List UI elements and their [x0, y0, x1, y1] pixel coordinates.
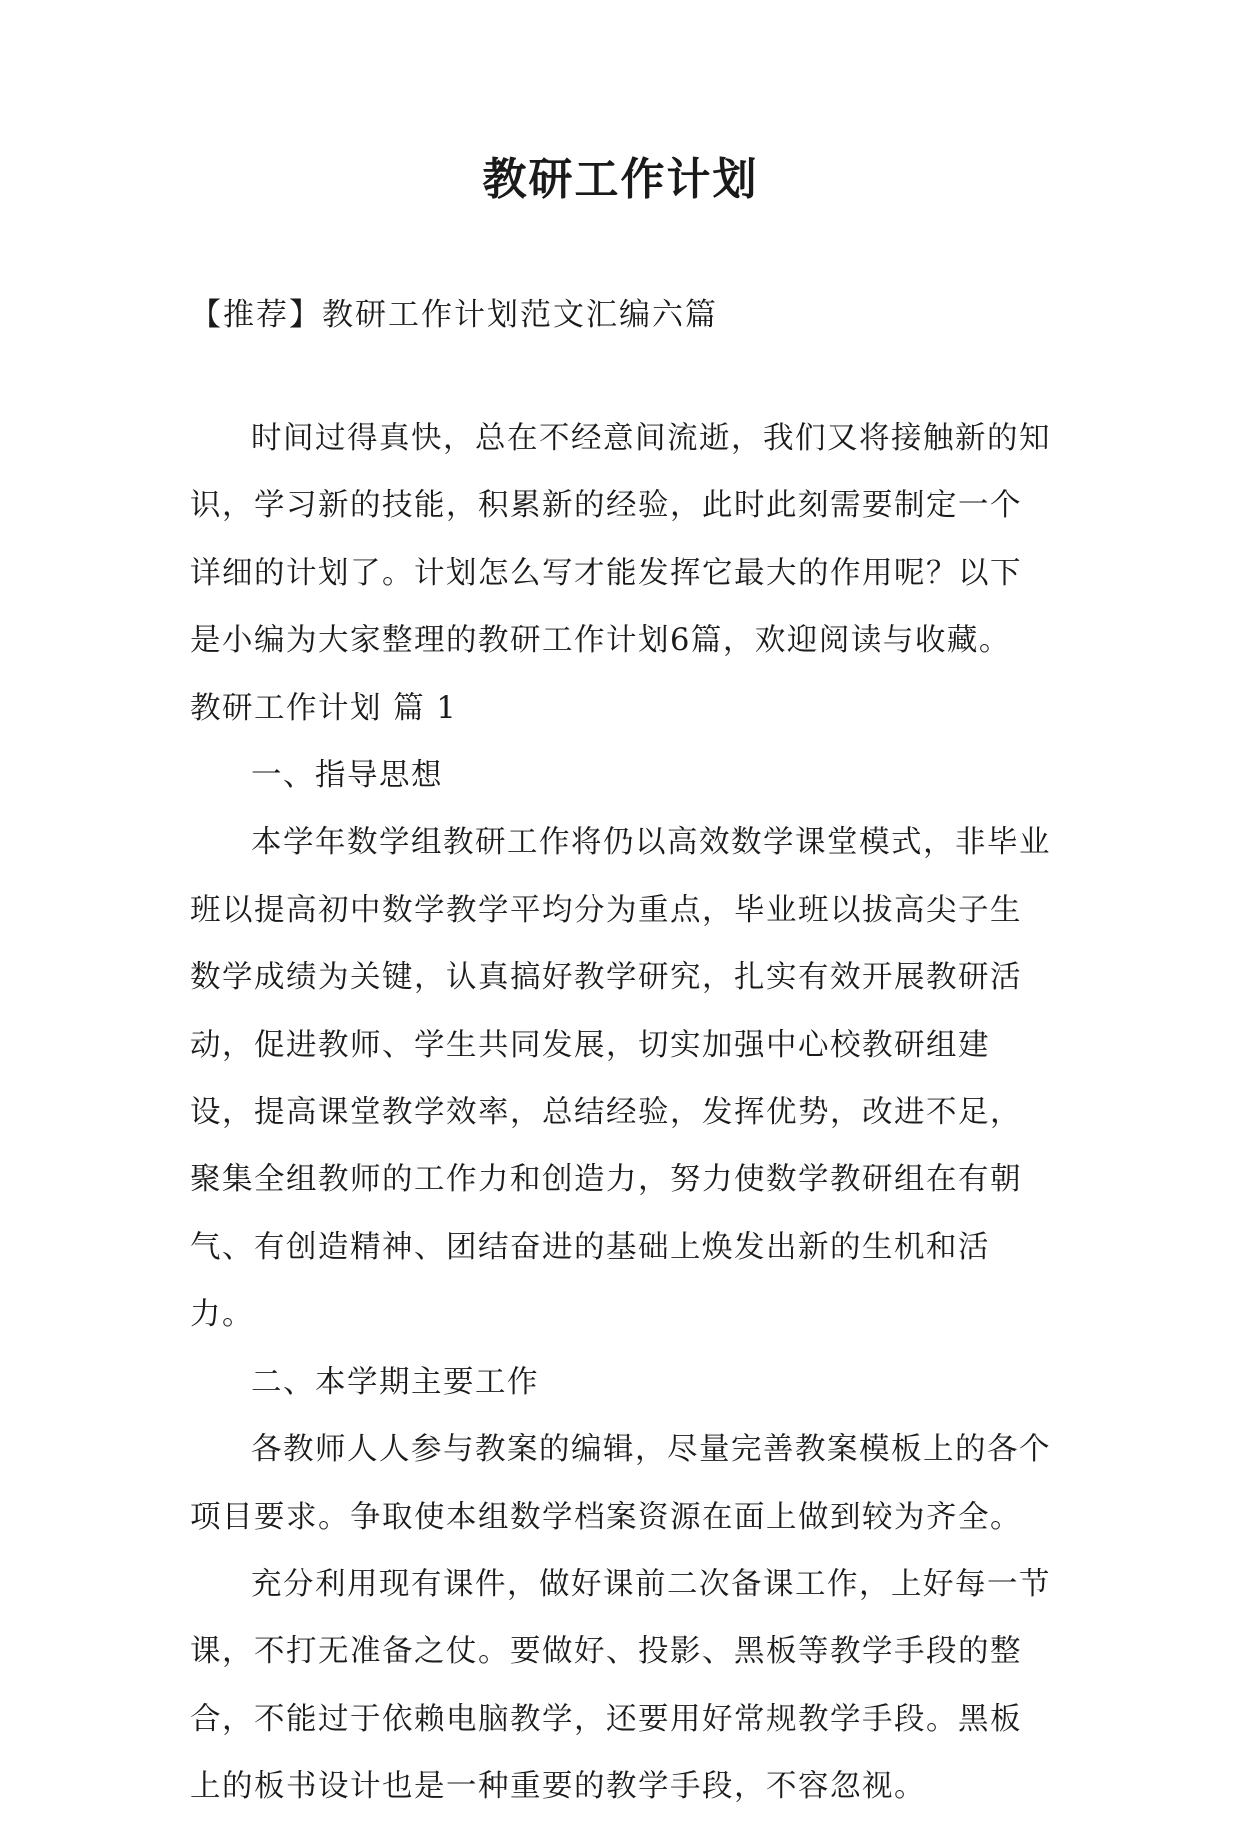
document-body [190, 405, 1052, 1821]
heading-guiding-ideology: 一、指导思想 [251, 758, 443, 794]
intro-paragraph: 时间过得真快，总在不经意间流逝，我们又将接触新的知识，学习新的技能，积累新的经验，此时此刻需要制定一个详细的计划了。计划怎么写才能发挥它最大的作用呢？以下是小编为大家整理的教研工作计划6篇，欢迎阅读与收藏。 [190, 421, 1051, 659]
paragraph-guiding-ideology: 本学年数学组教研工作将仍以高效数学课堂模式，非毕业班以提高初中数学教学平均分为重点，毕业班以拔高尖子生数学成绩为关键，认真搞好教学研究，扎实有效开展教研活动，促进教师、学生共同发展，切实加强中心校教研组建设，提高课堂教学效率，总结经验，发挥优势，改进不足，聚集全组教师的工作力和创造力，努力使数学教研组在有朝气、有创造精神、团结奋进的基础上焕发出新的生机和活力。 [190, 825, 1051, 1333]
document-title: 教研工作计划 [482, 154, 759, 205]
section-heading-part-1: 教研工作计划 篇 1 [190, 690, 458, 726]
heading-main-work: 二、本学期主要工作 [251, 1364, 539, 1400]
paragraph-lesson-plans: 各教师人人参与教案的编辑，尽量完善教案模板上的各个项目要求。争取使本组数学档案资源在面上做到较为齐全。 [190, 1432, 1051, 1535]
document-subtitle: 【推荐】教研工作计划范文汇编六篇 [190, 297, 718, 333]
paragraph-courseware: 充分利用现有课件，做好课前二次备课工作，上好每一节课，不打无准备之仗。要做好、投影、黑板等教学手段的整合，不能过于依赖电脑教学，还要用好常规教学手段。黑板上的板书设计也是一种重要的教学手段，不容忽视。 [190, 1566, 1051, 1805]
